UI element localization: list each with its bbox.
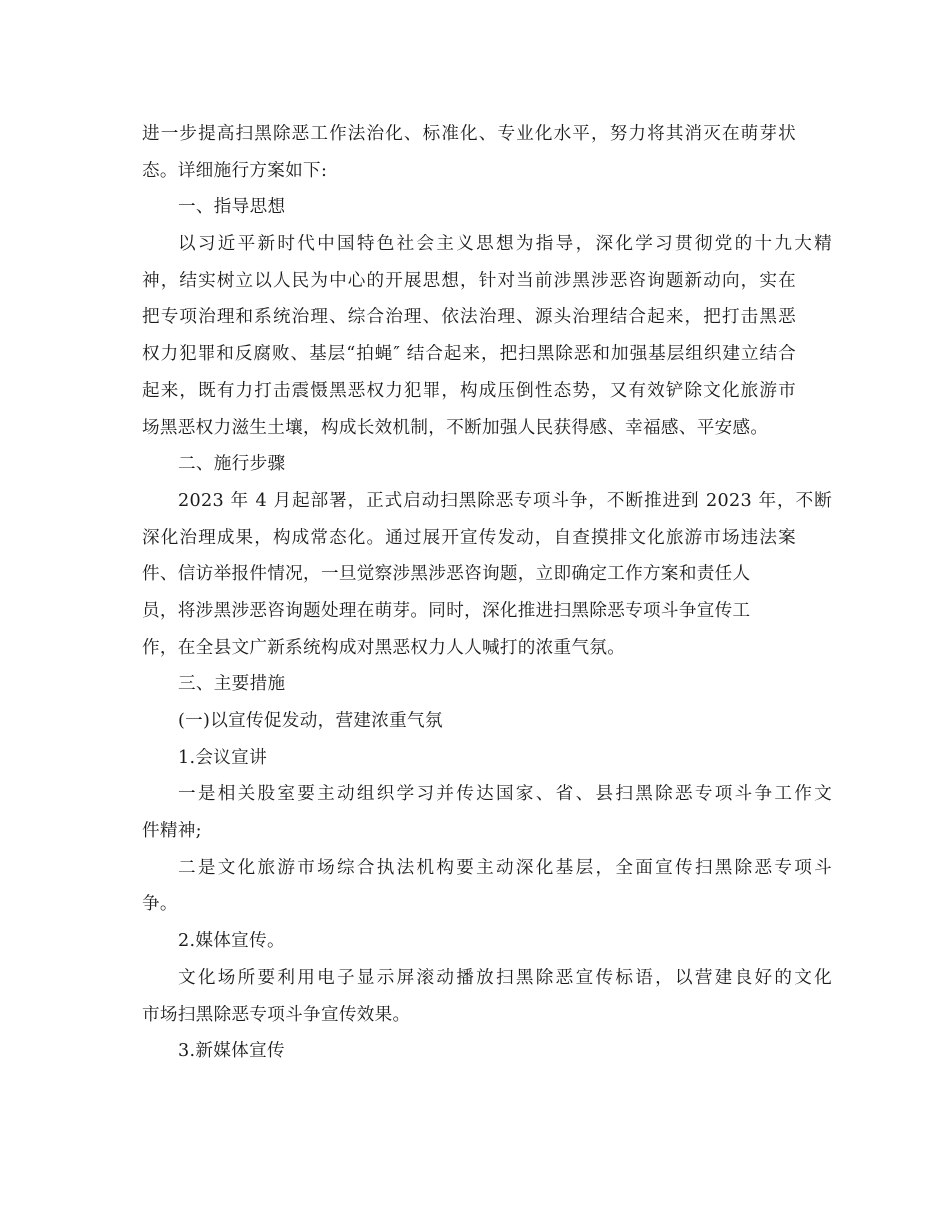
text-line-20: 件精神; bbox=[142, 821, 202, 842]
text-line-2: 态。详细施行方案如下: bbox=[142, 160, 328, 181]
document-body bbox=[142, 116, 832, 1070]
section-heading-main-measures: 三、主要措施 bbox=[178, 674, 286, 695]
text-line-21: 二是文化旅游市场综合执法机构要主动深化基层，全面宣传扫黑除恶专项斗 bbox=[178, 857, 832, 878]
item-heading-media-publicity: 2.媒体宣传。 bbox=[178, 931, 285, 952]
text-line-6: 把专项治理和系统治理、综合治理、依法治理、源头治理结合起来，把打击黑恶 bbox=[142, 307, 796, 328]
item-heading-new-media-publicity: 3.新媒体宣传 bbox=[178, 1041, 285, 1062]
text-line-12: 深化治理成果，构成常态化。通过展开宣传发动，自查摸排文化旅游市场违法案 bbox=[142, 527, 796, 548]
text-line-25: 市场扫黑除恶专项斗争宣传效果。 bbox=[142, 1004, 411, 1025]
text-line-15: 作，在全县文广新系统构成对黑恶权力人人喊打的浓重气氛。 bbox=[142, 637, 626, 658]
text-line-22: 争。 bbox=[142, 894, 178, 915]
text-line-7: 权力犯罪和反腐败、基层“拍蝇″ 结合起来，把扫黑除恶和加强基层组织建立结合 bbox=[142, 344, 796, 365]
text-line-5: 神，结实树立以人民为中心的开展思想，针对当前涉黑涉恶咨询题新动向，实在 bbox=[142, 270, 796, 291]
text-line-13: 件、信访举报件情况，一旦觉察涉黑涉恶咨询题，立即确定工作方案和责任人 bbox=[142, 564, 751, 585]
text-line-1: 进一步提高扫黑除恶工作法治化、标准化、专业化水平，努力将其消灭在萌芽状 bbox=[142, 124, 796, 144]
subsection-heading-publicity: (一)以宣传促发动，营建浓重气氛 bbox=[178, 711, 443, 731]
section-heading-guiding-ideology: 一、指导思想 bbox=[178, 197, 286, 218]
item-heading-meeting-lectures: 1.会议宣讲 bbox=[178, 747, 267, 768]
text-line-9: 场黑恶权力滋生土壤，构成长效机制，不断加强人民获得感、幸福感、平安感。 bbox=[142, 417, 769, 438]
text-line-24: 文化场所要利用电子显示屏滚动播放扫黑除恶宣传标语，以营建良好的文化 bbox=[178, 967, 832, 988]
text-line-11: 2023 年 4 月起部署，正式启动扫黑除恶专项斗争，不断推进到 2023 年，不断 bbox=[178, 490, 832, 511]
text-line-4: 以习近平新时代中国特色社会主义思想为指导，深化学习贯彻党的十九大精 bbox=[178, 234, 832, 255]
text-line-14: 员，将涉黑涉恶咨询题处理在萌芽。同时，深化推进扫黑除恶专项斗争宣传工 bbox=[142, 600, 751, 621]
section-heading-implementation-steps: 二、施行步骤 bbox=[178, 454, 286, 475]
text-line-8: 起来，既有力打击震慑黑恶权力犯罪，构成压倒性态势，又有效铲除文化旅游市 bbox=[142, 380, 796, 401]
text-line-19: 一是相关股室要主动组织学习并传达国家、省、县扫黑除恶专项斗争工作文 bbox=[178, 784, 832, 805]
